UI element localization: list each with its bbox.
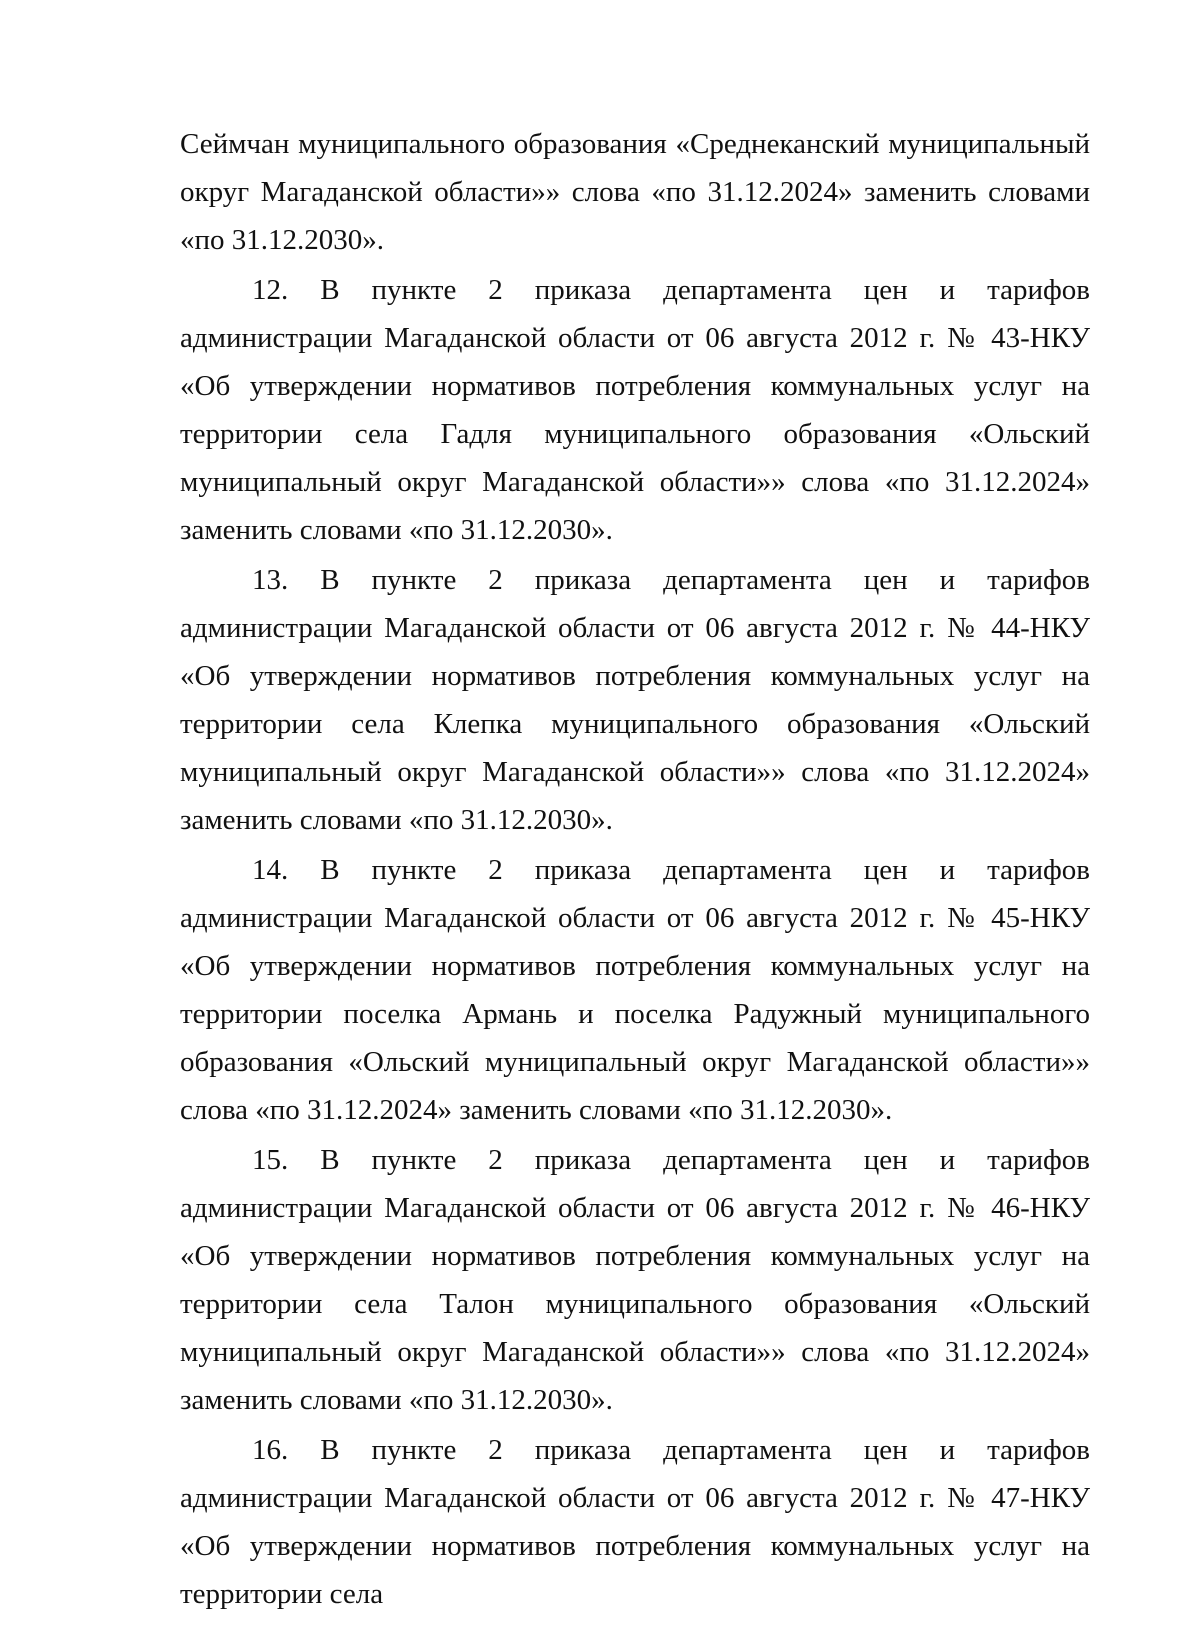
paragraph-item-15: 15. В пункте 2 приказа департамента цен и тарифов администрации Магаданской области от 06 августа 2012 г. № 46-НКУ «Об утверждении нормативов потребления коммунальных услуг на территории села Талон муниципального образования «Ольский муниципальный округ Магаданской области»» слова «по 31.12.2024» заменить словами «по 31.12.2030». [180,1144,1090,1416]
document-body [180,120,1090,1618]
paragraph-item-16: 16. В пункте 2 приказа департамента цен и тарифов администрации Магаданской области от 06 августа 2012 г. № 47-НКУ «Об утверждении нормативов потребления коммунальных услуг на территории села [180,1434,1090,1610]
paragraph-item-13: 13. В пункте 2 приказа департамента цен и тарифов администрации Магаданской области от 06 августа 2012 г. № 44-НКУ «Об утверждении нормативов потребления коммунальных услуг на территории села Клепка муниципального образования «Ольский муниципальный округ Магаданской области»» слова «по 31.12.2024» заменить словами «по 31.12.2030». [180,564,1090,836]
paragraph-continuation: Сеймчан муниципального образования «Среднеканский муниципальный округ Магаданской области»» слова «по 31.12.2024» заменить словами «по 31.12.2030». [180,128,1090,256]
paragraph-item-12: 12. В пункте 2 приказа департамента цен и тарифов администрации Магаданской области от 06 августа 2012 г. № 43-НКУ «Об утверждении нормативов потребления коммунальных услуг на территории села Гадля муниципального образования «Ольский муниципальный округ Магаданской области»» слова «по 31.12.2024» заменить словами «по 31.12.2030». [180,274,1090,546]
paragraph-item-14: 14. В пункте 2 приказа департамента цен и тарифов администрации Магаданской области от 06 августа 2012 г. № 45-НКУ «Об утверждении нормативов потребления коммунальных услуг на территории поселка Армань и поселка Радужный муниципального образования «Ольский муниципальный округ Магаданской области»» слова «по 31.12.2024» заменить словами «по 31.12.2030». [180,854,1090,1126]
